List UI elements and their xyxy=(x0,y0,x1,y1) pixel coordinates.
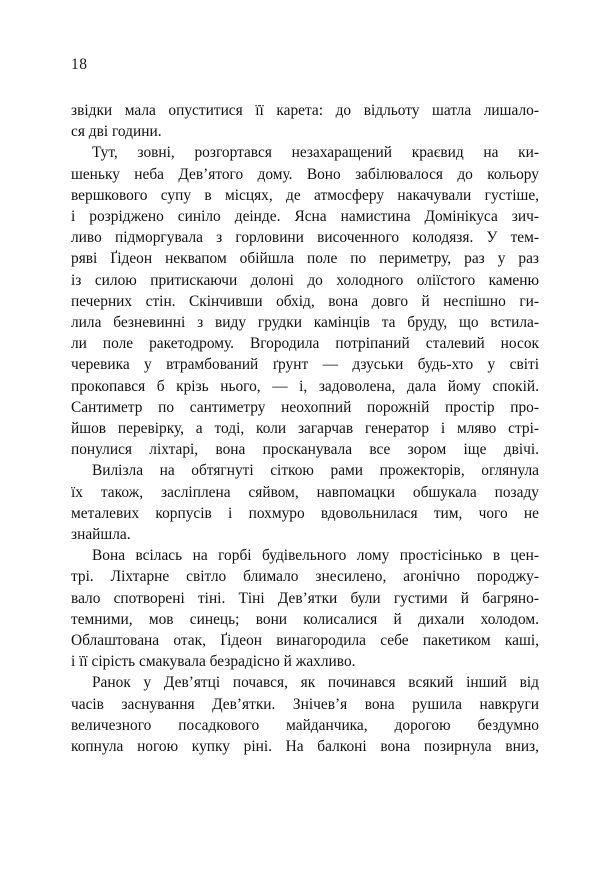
paragraph-2-line-1: Тут, зовні, розгортався незахаращений краєвид на ки- xyxy=(92,144,539,162)
paragraph-1 xyxy=(71,100,539,121)
paragraph-1-line-1: звідки мала опуститися її карета: до відльоту шатла лишало- xyxy=(71,102,539,119)
page-number: 18 xyxy=(71,56,88,73)
paragraph-2-line-13: Сантиметр по сантиметру неохопний порожній простір про- xyxy=(71,398,539,416)
paragraph-4-line-6: і її сірість смакувала безрадісно й жахливо. xyxy=(71,653,356,671)
paragraph-2-line-7: із силою притискаючи долоні до холодного оліїстого каменю xyxy=(71,271,539,289)
paragraph-2-line-4: і розріджено синіло деінде. Ясна намистина Домінікуса зич- xyxy=(71,208,539,226)
paragraph-2-line-3: вершкового супу в місцях, де атмосферу накачували густіше, xyxy=(71,186,539,204)
paragraph-5-line-4: копнула ногою купку ріні. На балконі вона позирнула вниз, xyxy=(71,738,539,756)
paragraph-2-line-14: йшов перевірку, а тоді, коли загарчав генератор і мляво стрі- xyxy=(71,420,539,438)
paragraph-4-line-5: Облаштована отак, Ґідеон винагородила себе пакетиком каші, xyxy=(71,632,539,650)
paragraph-4-line-2: трі. Ліхтарне світло блимало знесилено, агонічно породжу- xyxy=(71,568,539,586)
paragraph-2-line-11: черевика у втрамбований ґрунт — дзуськи будь-хто у світі xyxy=(71,356,539,374)
paragraph-3-line-4: знайшла. xyxy=(71,526,131,544)
paragraph-2-line-5: ливо підморгувала з горловини височенного колодязя. У тем- xyxy=(71,229,539,247)
paragraph-5-line-1: Ранок у Дев’ятці почався, як починався всякий інший від xyxy=(92,674,539,692)
paragraph-2-line-2: шеньку неба Дев’ятого дому. Воно забілювалося до кольору xyxy=(71,165,539,183)
paragraph-2-line-8: печерних стін. Скінчивши обхід, вона довго й неспішно ги- xyxy=(71,292,539,310)
paragraph-5-line-2: часів заснування Дев’ятки. Знічев’я вона рушила навкруги xyxy=(71,695,539,713)
paragraph-2-line-15: понулися ліхтарі, вона просканувала все зором іще двічі. xyxy=(71,441,539,459)
paragraph-1-tail xyxy=(71,121,539,142)
body-text-block xyxy=(71,100,539,757)
paragraph-2-line-9: лила безневинні з виду грудки камінців та бруду, що встила- xyxy=(71,314,539,332)
paragraph-3-line-1: Вилізла на обтягнуті сіткою рами прожекторів, оглянула xyxy=(92,462,539,480)
paragraph-3-line-3: металевих корпусів і похмуро вдовольнилася тим, чого не xyxy=(71,504,539,522)
paragraph-3-line-2: їх також, засліплена сяйвом, навпомацки обшукала позаду xyxy=(71,483,539,501)
paragraph-4-line-4: темними, мов синець; вони колисалися й дихали холодом. xyxy=(71,610,539,628)
paragraph-4-line-1: Вона всілась на горбі будівельного лому простісінько в цен- xyxy=(92,547,539,565)
paragraph-5-line-3: величезного посадкового майданчика, дорогою бездумно xyxy=(71,716,539,734)
paragraph-1-line-2: ся дві години. xyxy=(71,123,162,141)
paragraph-4-line-3: вало спотворені тіні. Тіні Дев’ятки були густими й багряно- xyxy=(71,589,539,607)
paragraph-2-line-6: ряві Ґідеон неквапом обійшла поле по периметру, раз у раз xyxy=(71,250,539,268)
paragraph-2-line-12: прокопався б крізь нього, — і, задоволена, дала йому спокій. xyxy=(71,377,539,395)
paragraph-2-line-10: ли поле ракетодрому. Вгородила потріпаний сталевий носок xyxy=(71,335,539,353)
